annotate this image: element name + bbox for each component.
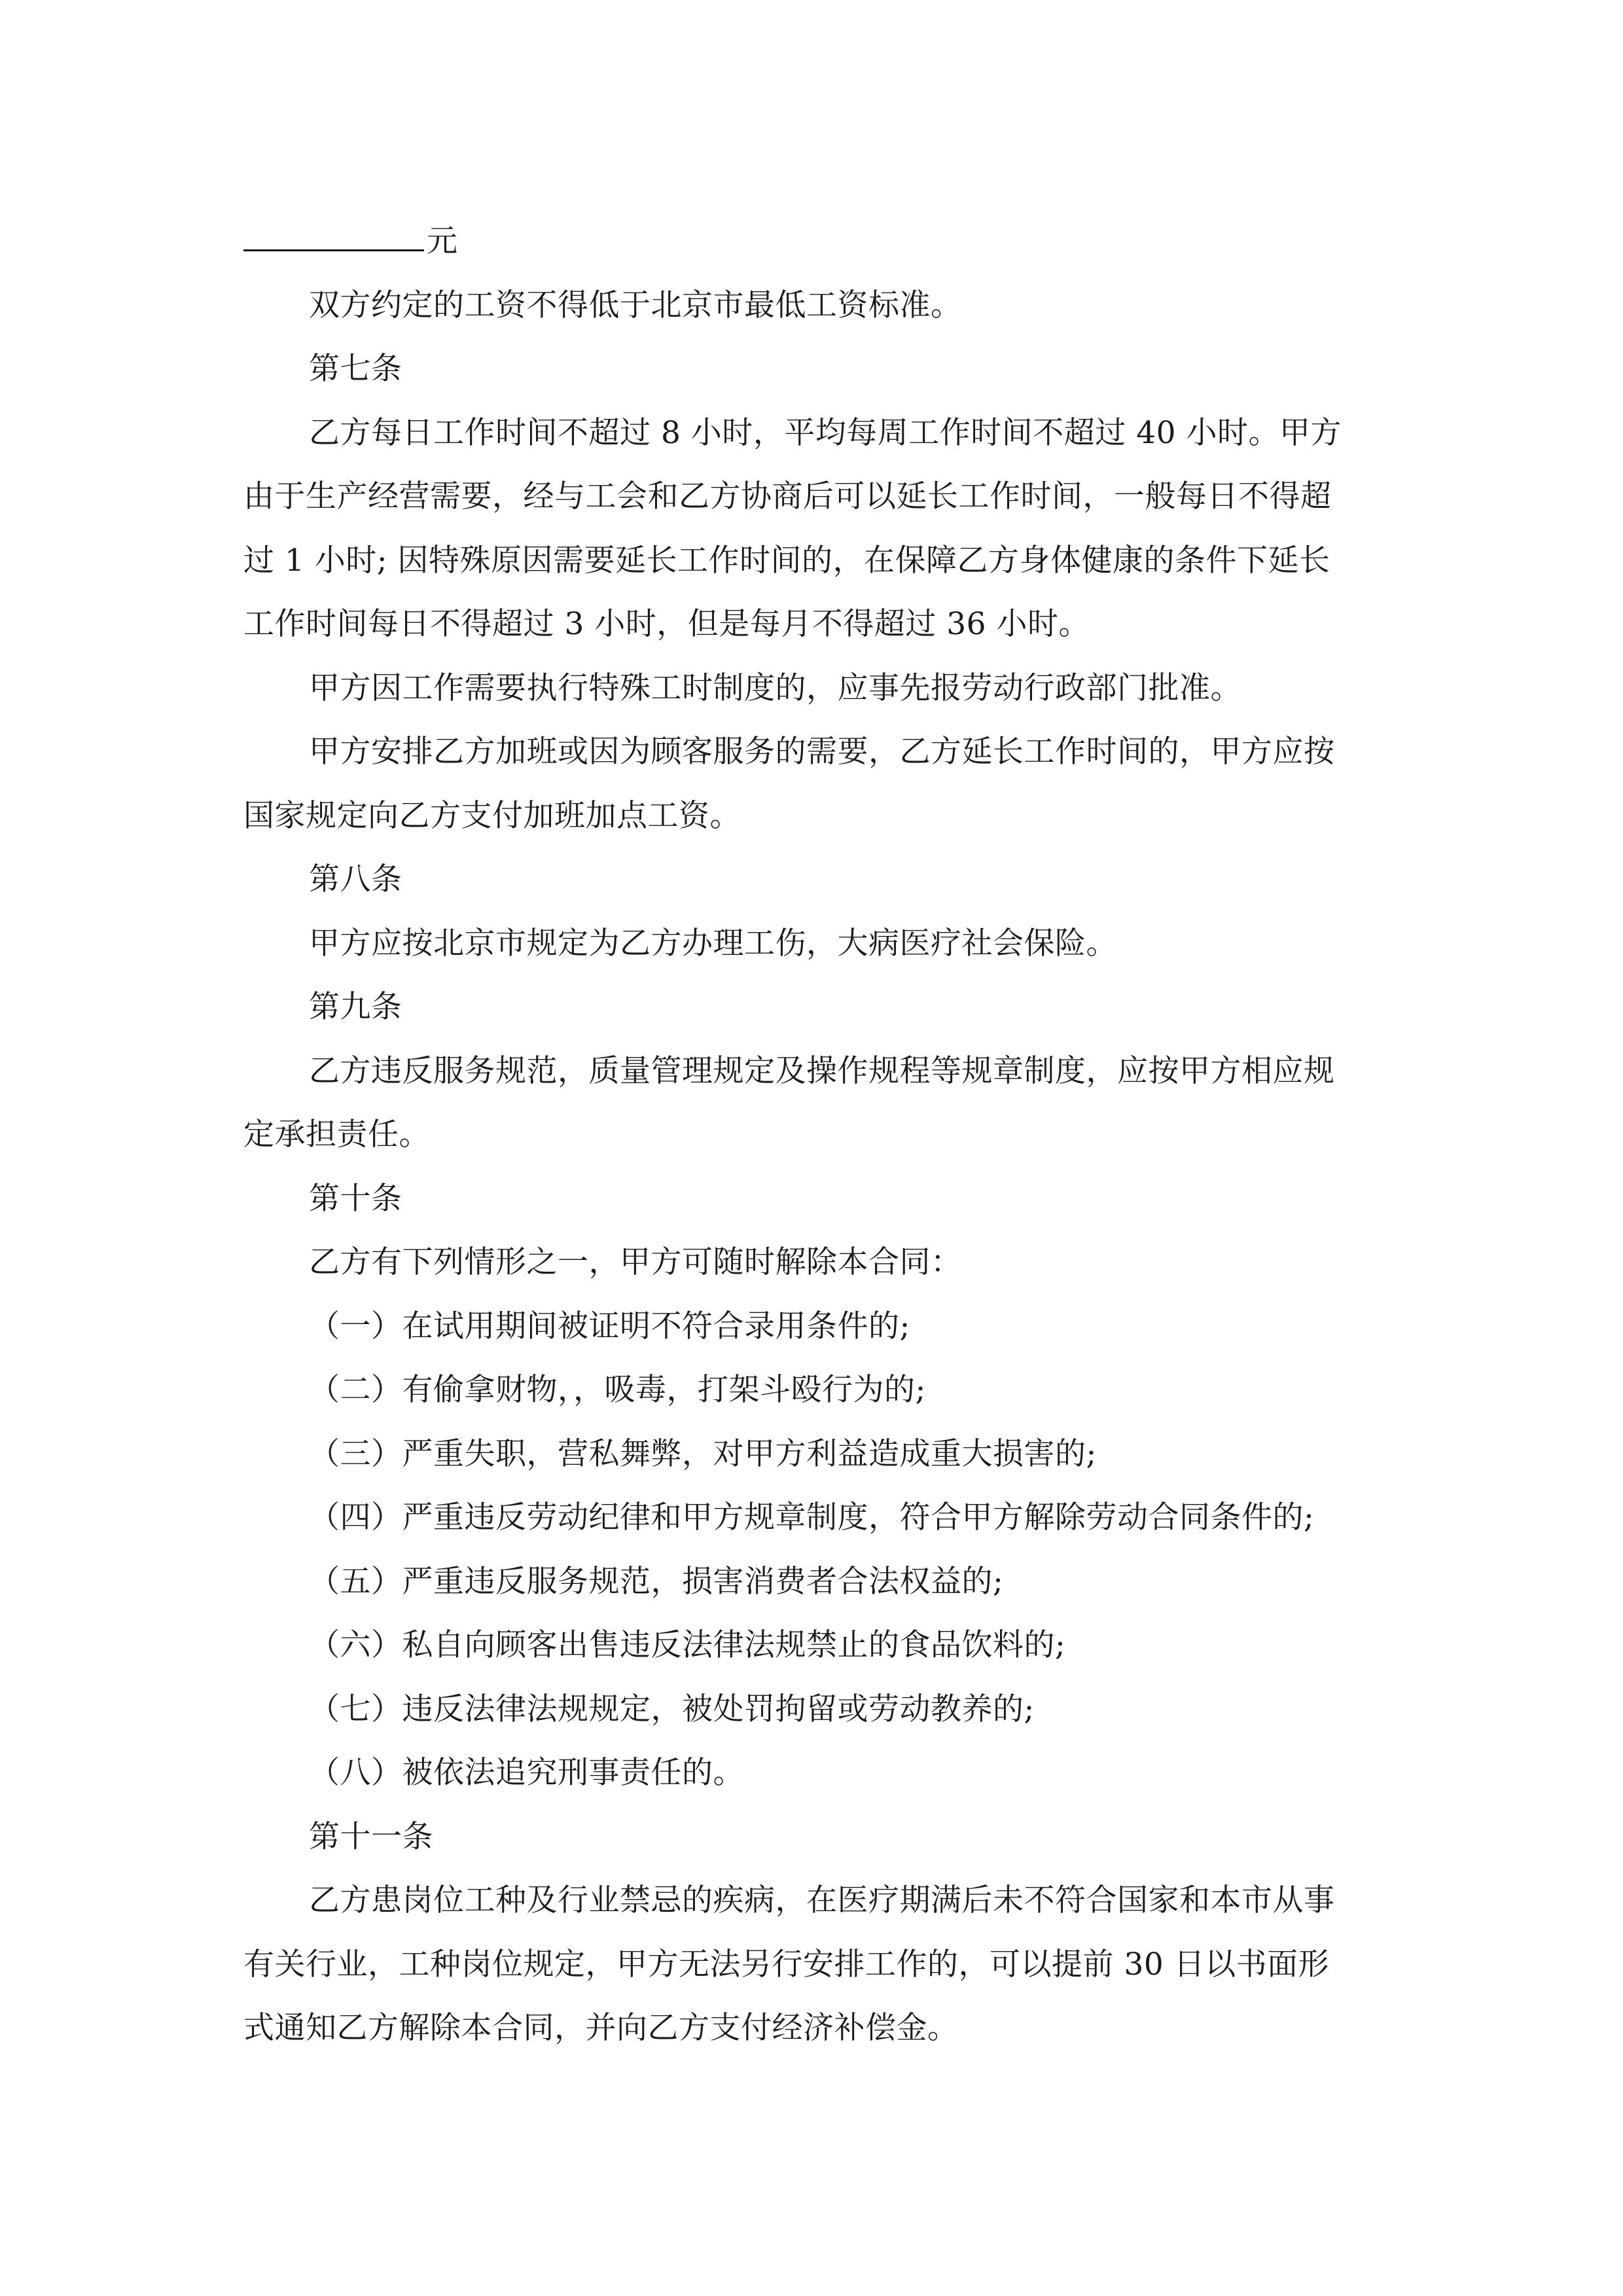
article-heading-8: 第八条	[309, 861, 402, 897]
text-line: 工作时间每日不得超过 3 小时，但是每月不得超过 36 小时。	[243, 606, 1090, 642]
article-heading-10: 第十条	[309, 1180, 402, 1217]
salary-amount-line	[243, 209, 1395, 274]
text-line: 甲方安排乙方加班或因为顾客服务的需要，乙方延长工作时间的，甲方应按	[309, 734, 1335, 770]
list-item: （八）被依法追究刑事责任的。	[309, 1755, 744, 1791]
text-line: 乙方患岗位工种及行业禁忌的疾病，在医疗期满后未不符合国家和本市从事	[309, 1882, 1335, 1918]
article-heading-9: 第九条	[309, 989, 402, 1025]
text-line: 乙方每日工作时间不超过 8 小时，平均每周工作时间不超过 40 小时。甲方	[309, 414, 1342, 451]
list-item: （一）在试用期间被证明不符合录用条件的;	[309, 1308, 910, 1344]
document-page	[243, 209, 1395, 2060]
text-line: 乙方违反服务规范，质量管理规定及操作规程等规章制度，应按甲方相应规	[309, 1052, 1335, 1089]
text-line: 式通知乙方解除本合同，并向乙方支付经济补偿金。	[243, 2010, 959, 2046]
list-item: （二）有偷拿财物，，吸毒，打架斗殴行为的;	[309, 1372, 926, 1408]
text-line: 双方约定的工资不得低于北京市最低工资标准。	[309, 287, 962, 323]
text-line: 甲方因工作需要执行特殊工时制度的，应事先报劳动行政部门批准。	[309, 670, 1241, 706]
fill-in-blank	[243, 223, 424, 251]
text-line: 乙方有下列情形之一，甲方可随时解除本合同：	[309, 1244, 962, 1280]
text-line: 甲方应按北京市规定为乙方办理工伤，大病医疗社会保险。	[309, 925, 1117, 961]
text-line: 由于生产经营需要，经与工会和乙方协商后可以延长工作时间，一般每日不得超	[243, 478, 1332, 514]
list-item: （三）严重失职，营私舞弊，对甲方利益造成重大损害的;	[309, 1435, 1097, 1472]
text-line: 定承担责任。	[243, 1117, 430, 1153]
list-item: （四）严重违反劳动纪律和甲方规章制度，符合甲方解除劳动合同条件的;	[309, 1499, 1315, 1535]
article-heading-11: 第十一条	[309, 1818, 433, 1855]
text-line: 国家规定向乙方支付加班加点工资。	[243, 797, 741, 834]
salary-unit: 元	[427, 223, 458, 259]
text-line: 过 1 小时; 因特殊原因需要延长工作时间的，在保障乙方身体健康的条件下延长	[243, 542, 1330, 579]
list-item: （五）严重违反服务规范，损害消费者合法权益的;	[309, 1563, 1004, 1600]
list-item: （七）违反法律法规规定，被处罚拘留或劳动教养的;	[309, 1691, 1035, 1727]
text-line: 有关行业，工种岗位规定，甲方无法另行安排工作的，可以提前 30 日以书面形	[243, 1946, 1330, 1982]
list-item: （六）私自向顾客出售违反法律法规禁止的食品饮料的;	[309, 1627, 1066, 1663]
article-heading-7: 第七条	[309, 351, 402, 387]
